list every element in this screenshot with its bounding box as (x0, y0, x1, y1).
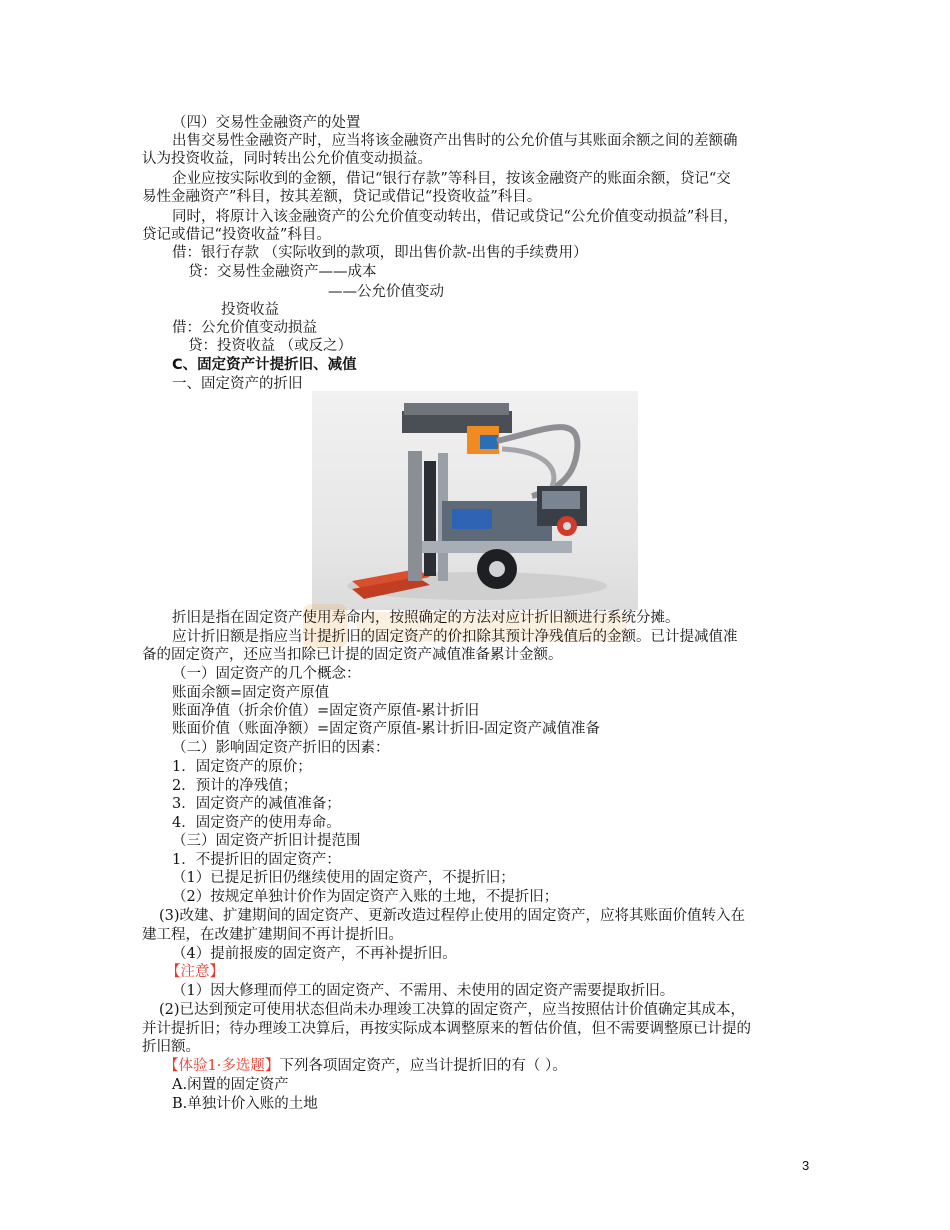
section-heading: （二）影响固定资产折旧的因素： (172, 740, 390, 756)
journal-entry: 贷：投资收益 （或反之） (188, 338, 353, 354)
section-title: C、固定资产计提折旧、减值 (172, 357, 357, 373)
robot-forklift-photo (312, 391, 638, 610)
journal-entry: 借：公允价值变动损益 (172, 320, 317, 336)
section-heading: 一、固定资产的折旧 (172, 376, 303, 392)
answer-option: B.单独计价入账的土地 (172, 1096, 318, 1112)
paragraph-line: 账面余额=固定资产原值 (172, 685, 330, 701)
paragraph-line: 账面净值（折余价值）=固定资产原值-累计折旧 (172, 703, 480, 719)
list-item: 3．固定资产的减值准备； (172, 796, 341, 812)
question-text: 下列各项固定资产，应当计提折旧的有（ ）。 (279, 1058, 567, 1074)
list-item: 折旧额。 (142, 1039, 200, 1055)
paragraph-line: 企业应按实际收到的金额，借记“银行存款”等科目，按该金融资产的账面余额，贷记“交 (172, 171, 731, 187)
list-item: 1．固定资产的原价； (172, 759, 312, 775)
list-item: (3)改建、扩建期间的固定资产、更新改造过程停止使用的固定资产，应将其账面价值转入在 (159, 908, 746, 924)
list-item: (2)已达到预定可使用状态但尚未办理竣工决算的固定资产，应当按照估计价值确定其成本， (159, 1002, 746, 1018)
list-item: 建工程，在改建扩建期间不再计提折旧。 (142, 927, 403, 943)
question-tag: 【体验1·多选题】 (164, 1058, 280, 1074)
paragraph-line: 同时，将原计入该金融资产的公允价值变动转出，借记或贷记“公允价值变动损益”科目， (172, 209, 738, 225)
paragraph-line: 备的固定资产，还应当扣除已计提的固定资产减值准备累计金额。 (142, 647, 563, 663)
question-line (164, 1057, 567, 1075)
paragraph-line: 账面价值（账面净额）=固定资产原值-累计折旧-固定资产减值准备 (172, 721, 600, 737)
list-item: 1．不提折旧的固定资产： (172, 852, 341, 868)
list-item: 4．固定资产的使用寿命。 (172, 815, 341, 831)
paragraph-line: 应计折旧额是指应当计提折旧的固定资产的价扣除其预计净残值后的金额。已计提减值准 (172, 629, 738, 645)
list-item: （1）因大修理而停工的固定资产、不需用、未使用的固定资产需要提取折旧。 (172, 983, 675, 999)
journal-entry: 借：银行存款 （实际收到的款项，即出售价款-出售的手续费用） (172, 245, 588, 261)
journal-entry: ——公允价值变动 (328, 284, 444, 300)
paragraph-line: 折旧是指在固定资产使用寿命内，按照确定的方法对应计折旧额进行系统分摊。 (172, 610, 680, 626)
list-item: （1）已提足折旧仍继续使用的固定资产，不提折旧； (172, 870, 515, 886)
list-item: 并计提折旧；待办理竣工决算后，再按实际成本调整原来的暂估价值，但不需要调整原已计提的 (142, 1021, 751, 1037)
paragraph-line: 易性金融资产”科目，按其差额，贷记或借记“投资收益”科目。 (142, 189, 542, 205)
answer-option: A.闲置的固定资产 (172, 1077, 289, 1093)
journal-entry: 投资收益 (221, 302, 279, 318)
list-item: 2．预计的净残值； (172, 778, 298, 794)
note-label: 【注意】 (166, 964, 224, 980)
paragraph-line: 出售交易性金融资产时，应当将该金融资产出售时的公允价值与其账面余额之间的差额确 (172, 133, 738, 149)
list-item: （4）提前报废的固定资产，不再补提折旧。 (172, 946, 457, 962)
paragraph-line: 认为投资收益，同时转出公允价值变动损益。 (142, 151, 432, 167)
section-heading: （三）固定资产折旧计提范围 (172, 833, 361, 849)
page-number: 3 (802, 1158, 810, 1173)
paragraph-line: 贷记或借记“投资收益”科目。 (142, 227, 331, 243)
list-item: （2）按规定单独计价作为固定资产入账的土地，不提折旧； (172, 889, 559, 905)
section-heading: （一）固定资产的几个概念： (172, 666, 361, 682)
section-heading: （四）交易性金融资产的处置 (172, 115, 361, 131)
journal-entry: 贷：交易性金融资产——成本 (188, 264, 377, 280)
